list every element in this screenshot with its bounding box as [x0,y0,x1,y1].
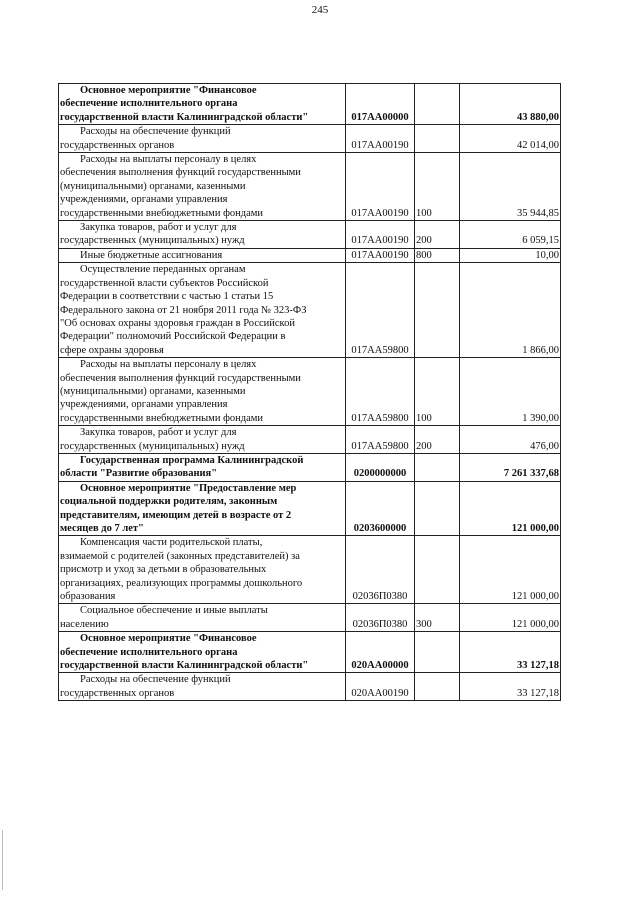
row-name [59,536,346,604]
row-expense-type: 300 [415,604,460,632]
row-expense-type [415,263,460,358]
row-name-line: Основное мероприятие "Предоставление мер [80,482,297,494]
row-name-line: присмотр и уход за детьми в образовательных [60,564,267,576]
row-name-line: государственными внебюджетными фондами [60,412,264,424]
row-name-line: Закупка товаров, работ и услуг для [80,427,237,439]
row-name-line: Основное мероприятие "Финансовое [80,633,257,645]
table-row [59,632,561,673]
row-name-line: Компенсация части родительской платы, [80,537,263,549]
row-name [59,481,346,536]
table-row [59,536,561,604]
row-expense-type: 200 [415,221,460,249]
row-name-line: (муниципальными) органами, казенными [60,180,246,192]
row-name-line: обеспечения выполнения функций государственными [60,167,301,179]
row-name-line: государственной власти субъектов Российской [60,277,269,289]
row-name [59,153,346,221]
row-amount: 42 014,00 [460,125,561,153]
page-number: 245 [311,4,329,16]
row-name-line: социальной поддержки родителям, законным [60,496,278,508]
table-row [59,125,561,153]
row-amount: 33 127,18 [460,673,561,701]
row-name-line: Расходы на выплаты персоналу в целях [80,154,257,166]
row-name [59,632,346,673]
row-name [59,426,346,454]
row-name-line: Федерации в соответствии с частью 1 статьи 15 [60,291,274,303]
row-name-line: Государственная программа Калининградской [80,454,304,466]
row-name-line: государственных (муниципальных) нужд [60,440,245,452]
row-name-line: Расходы на выплаты персоналу в целях [80,359,257,371]
row-code: 017АА00000 [346,84,415,125]
row-name-line: Расходы на обеспечение функций [80,674,231,686]
table-row [59,153,561,221]
row-name-line: Закупка товаров, работ и услуг для [80,222,237,234]
row-amount: 35 944,85 [460,153,561,221]
row-code: 02036П0380 [346,604,415,632]
row-name-line: обеспечение исполнительного органа [60,646,238,658]
row-name-line: месяцев до 7 лет" [60,523,144,534]
row-expense-type [415,673,460,701]
row-name-line: Осуществление переданных органам [80,264,246,276]
row-code: 017АА00190 [346,221,415,249]
row-name-line: государственной власти Калининградской области" [60,111,309,123]
row-amount: 121 000,00 [460,604,561,632]
row-code: 017АА00190 [346,125,415,153]
row-code: 020АА00000 [346,632,415,673]
row-name-line: взимаемой с родителей (законных представителей) за [60,550,300,562]
table-row [59,426,561,454]
row-name-line: Федерального закона от 21 ноября 2011 года № 323-ФЗ [60,304,307,316]
row-name-line: обеспечение исполнительного органа [60,98,238,110]
row-expense-type [415,632,460,673]
row-amount: 6 059,15 [460,221,561,249]
table-row [59,84,561,125]
row-name-line: Расходы на обеспечение функций [80,126,231,138]
row-code: 017АА59800 [346,263,415,358]
row-code: 017АА59800 [346,358,415,426]
row-amount: 121 000,00 [460,481,561,536]
scan-edge-mark [2,830,3,890]
table-row [59,221,561,249]
row-name-line: Основное мероприятие "Финансовое [80,85,257,96]
row-name-line: области "Развитие образования" [60,468,218,480]
row-amount: 1 390,00 [460,358,561,426]
row-code: 017АА00190 [346,248,415,262]
row-code: 020АА00190 [346,673,415,701]
row-name-line: "Об основах охраны здоровья граждан в Российской [60,317,295,329]
row-name-line: государственными внебюджетными фондами [60,207,264,219]
budget-table-body [59,84,561,701]
row-expense-type [415,536,460,604]
row-name [59,248,346,262]
row-name-line: учреждениями, органами управления [60,194,228,206]
row-name-line: обеспечения выполнения функций государственными [60,372,301,384]
row-expense-type [415,125,460,153]
row-name [59,358,346,426]
row-name-line: государственных (муниципальных) нужд [60,235,245,247]
row-amount: 476,00 [460,426,561,454]
row-name [59,673,346,701]
row-expense-type: 800 [415,248,460,262]
budget-table [58,83,561,701]
table-row [59,453,561,481]
row-code: 0200000000 [346,453,415,481]
row-name-line: Иные бюджетные ассигнования [80,249,223,261]
row-name-line: (муниципальными) органами, казенными [60,385,246,397]
row-name [59,125,346,153]
row-name [59,84,346,125]
row-amount: 10,00 [460,248,561,262]
row-code: 0203600000 [346,481,415,536]
table-row [59,358,561,426]
row-amount: 43 880,00 [460,84,561,125]
row-expense-type: 100 [415,153,460,221]
row-name [59,604,346,632]
row-expense-type: 100 [415,358,460,426]
row-expense-type [415,453,460,481]
row-name-line: государственных органов [60,139,175,151]
table-row [59,604,561,632]
row-name [59,221,346,249]
row-amount: 1 866,00 [460,263,561,358]
row-name-line: государственных органов [60,687,175,699]
row-name-line: Федерации" полномочий Российской Федерации в [60,331,286,343]
row-amount: 7 261 337,68 [460,453,561,481]
row-expense-type [415,481,460,536]
row-name [59,453,346,481]
row-name-line: государственной власти Калининградской области" [60,660,309,672]
row-name [59,263,346,358]
table-row [59,481,561,536]
row-amount: 33 127,18 [460,632,561,673]
row-code: 017АА00190 [346,153,415,221]
row-name-line: населению [60,618,109,630]
row-name-line: сфере охраны здоровья [60,344,164,356]
table-row [59,673,561,701]
row-name-line: организациях, реализующих программы дошкольного [60,577,303,589]
row-expense-type: 200 [415,426,460,454]
row-name-line: образования [60,591,116,603]
row-name-line: учреждениями, органами управления [60,399,228,411]
row-code: 017АА59800 [346,426,415,454]
row-code: 02036П0380 [346,536,415,604]
row-name-line: Социальное обеспечение и иные выплаты [80,605,268,617]
table-row [59,248,561,262]
row-expense-type [415,84,460,125]
table-row [59,263,561,358]
row-name-line: представителям, имеющим детей в возрасте от 2 [60,509,292,521]
row-amount: 121 000,00 [460,536,561,604]
